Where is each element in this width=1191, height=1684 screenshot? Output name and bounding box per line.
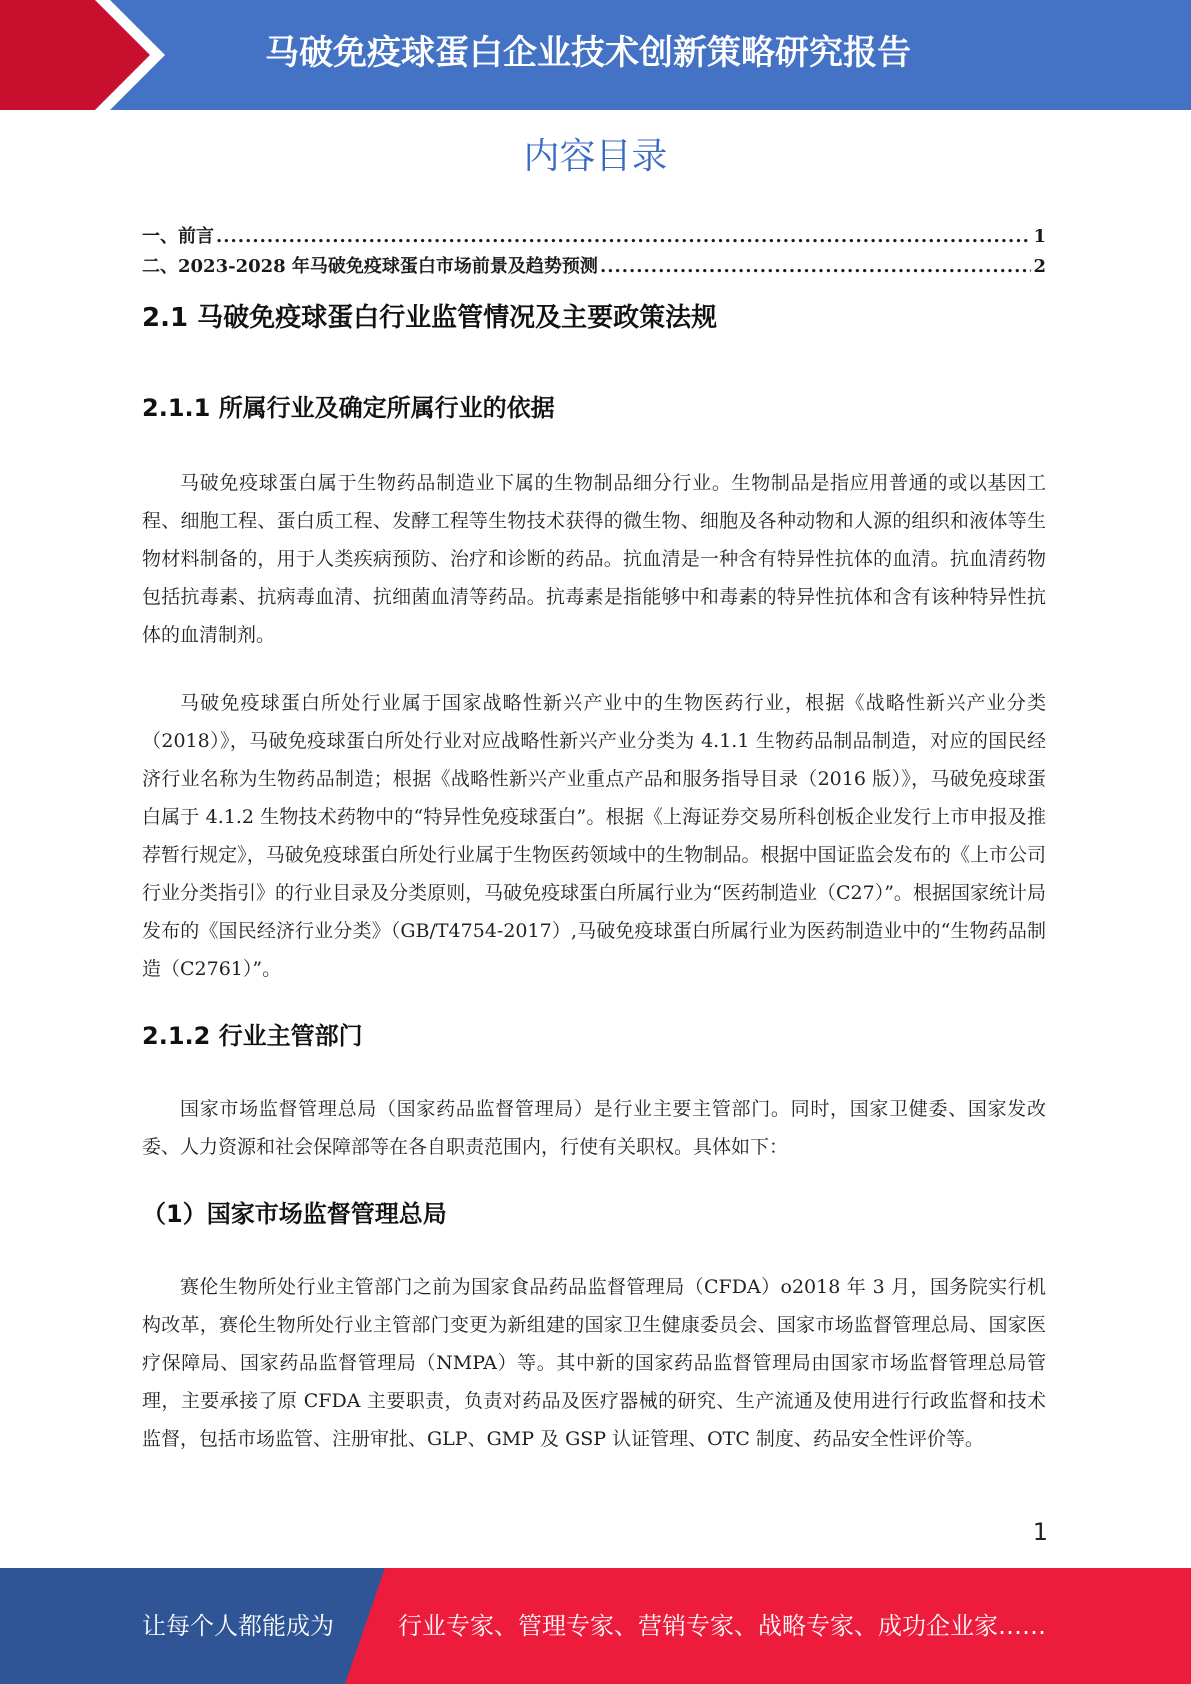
subsection-heading-1: （1）国家市场监督管理总局 [142,1200,447,1228]
section-heading-2-1: 2.1 马破免疫球蛋白行业监管情况及主要政策法规 [142,303,718,333]
toc-entry[interactable] [142,252,1046,282]
section-heading-2-1-1: 2.1.1 所属行业及确定所属行业的依据 [142,394,555,422]
toc-leader-dots [600,252,1032,282]
toc-heading: 内容目录 [523,136,668,177]
paragraph: 赛伦生物所处行业主管部门之前为国家食品药品监督管理局（CFDA）o2018 年 3 月，国务院实行机构改革，赛伦生物所处行业主管部门变更为新组建的国家卫生健康委员会、国家市场监督管理总局、国家医疗保障局、国家药品监督管理局（NMPA）等。其中新的国家药品监督管理局由国家市场监督管理总局管理，主要承接了原 CFDA 主要职责，负责对药品及医疗器械的研究、生产流通及使用进行行政监督和技术监督，包括市场监管、注册审批、GLP、GMP 及 GSP 认证管理、OTC 制度、药品安全性评价等。 [142,1276,1046,1450]
toc-entry[interactable] [142,222,1046,252]
toc-entry-page: 1 [1033,226,1046,247]
toc-entry-page: 2 [1033,256,1046,277]
paragraph: 马破免疫球蛋白属于生物药品制造业下属的生物制品细分行业。生物制品是指应用普通的或以基因工程、细胞工程、蛋白质工程、发酵工程等生物技术获得的微生物、细胞及各种动物和人源的组织和液体等生物材料制备的，用于人类疾病预防、治疗和诊断的药品。抗血清是一种含有特异性抗体的血清。抗血清药物包括抗毒素、抗病毒血清、抗细菌血清等药品。抗毒素是指能够中和毒素的特异性抗体和含有该种特异性抗体的血清制剂。 [142,472,1046,646]
footer-slogan-left: 让每个人都能成为 [142,1612,334,1640]
report-title: 马破免疫球蛋白企业技术创新策略研究报告 [265,33,911,73]
toc-leader-dots [216,222,1031,252]
header-banner [0,0,1191,110]
table-of-contents [142,222,1046,282]
page-number: 1 [1032,1518,1048,1546]
paragraph: 马破免疫球蛋白所处行业属于国家战略性新兴产业中的生物医药行业，根据《战略性新兴产业分类（2018）》，马破免疫球蛋白所处行业对应战略性新兴产业分类为 4.1.1 生物药品制品制造，对应的国民经济行业名称为生物药品制造；根据《战略性新兴产业重点产品和服务指导目录（2016 版）》，马破免疫球蛋白属于 4.1.2 生物技术药物中的“特异性免疫球蛋白”。根据《上海证券交易所科创板企业发行上市申报及推荐暂行规定》，马破免疫球蛋白所处行业属于生物医药领域中的生物制品。根据中国证监会发布的《上市公司行业分类指引》的行业目录及分类原则，马破免疫球蛋白所属行业为“医药制造业（C27）”。根据国家统计局发布的《国民经济行业分类》（GB/T4754-2017）,马破免疫球蛋白所属行业为医药制造业中的“生物药品制造（C2761）”。 [142,692,1046,980]
footer-banner [0,1568,1191,1684]
paragraph: 国家市场监督管理总局（国家药品监督管理局）是行业主要主管部门。同时，国家卫健委、国家发改委、人力资源和社会保障部等在各自职责范围内，行使有关职权。具体如下： [142,1098,1046,1158]
section-heading-2-1-2: 2.1.2 行业主管部门 [142,1022,363,1050]
toc-entry-title: 一、前言 [142,226,214,247]
footer-slogan-right: 行业专家、管理专家、营销专家、战略专家、成功企业家…… [398,1612,1046,1640]
toc-entry-title: 二、2023-2028 年马破免疫球蛋白市场前景及趋势预测 [142,256,598,277]
